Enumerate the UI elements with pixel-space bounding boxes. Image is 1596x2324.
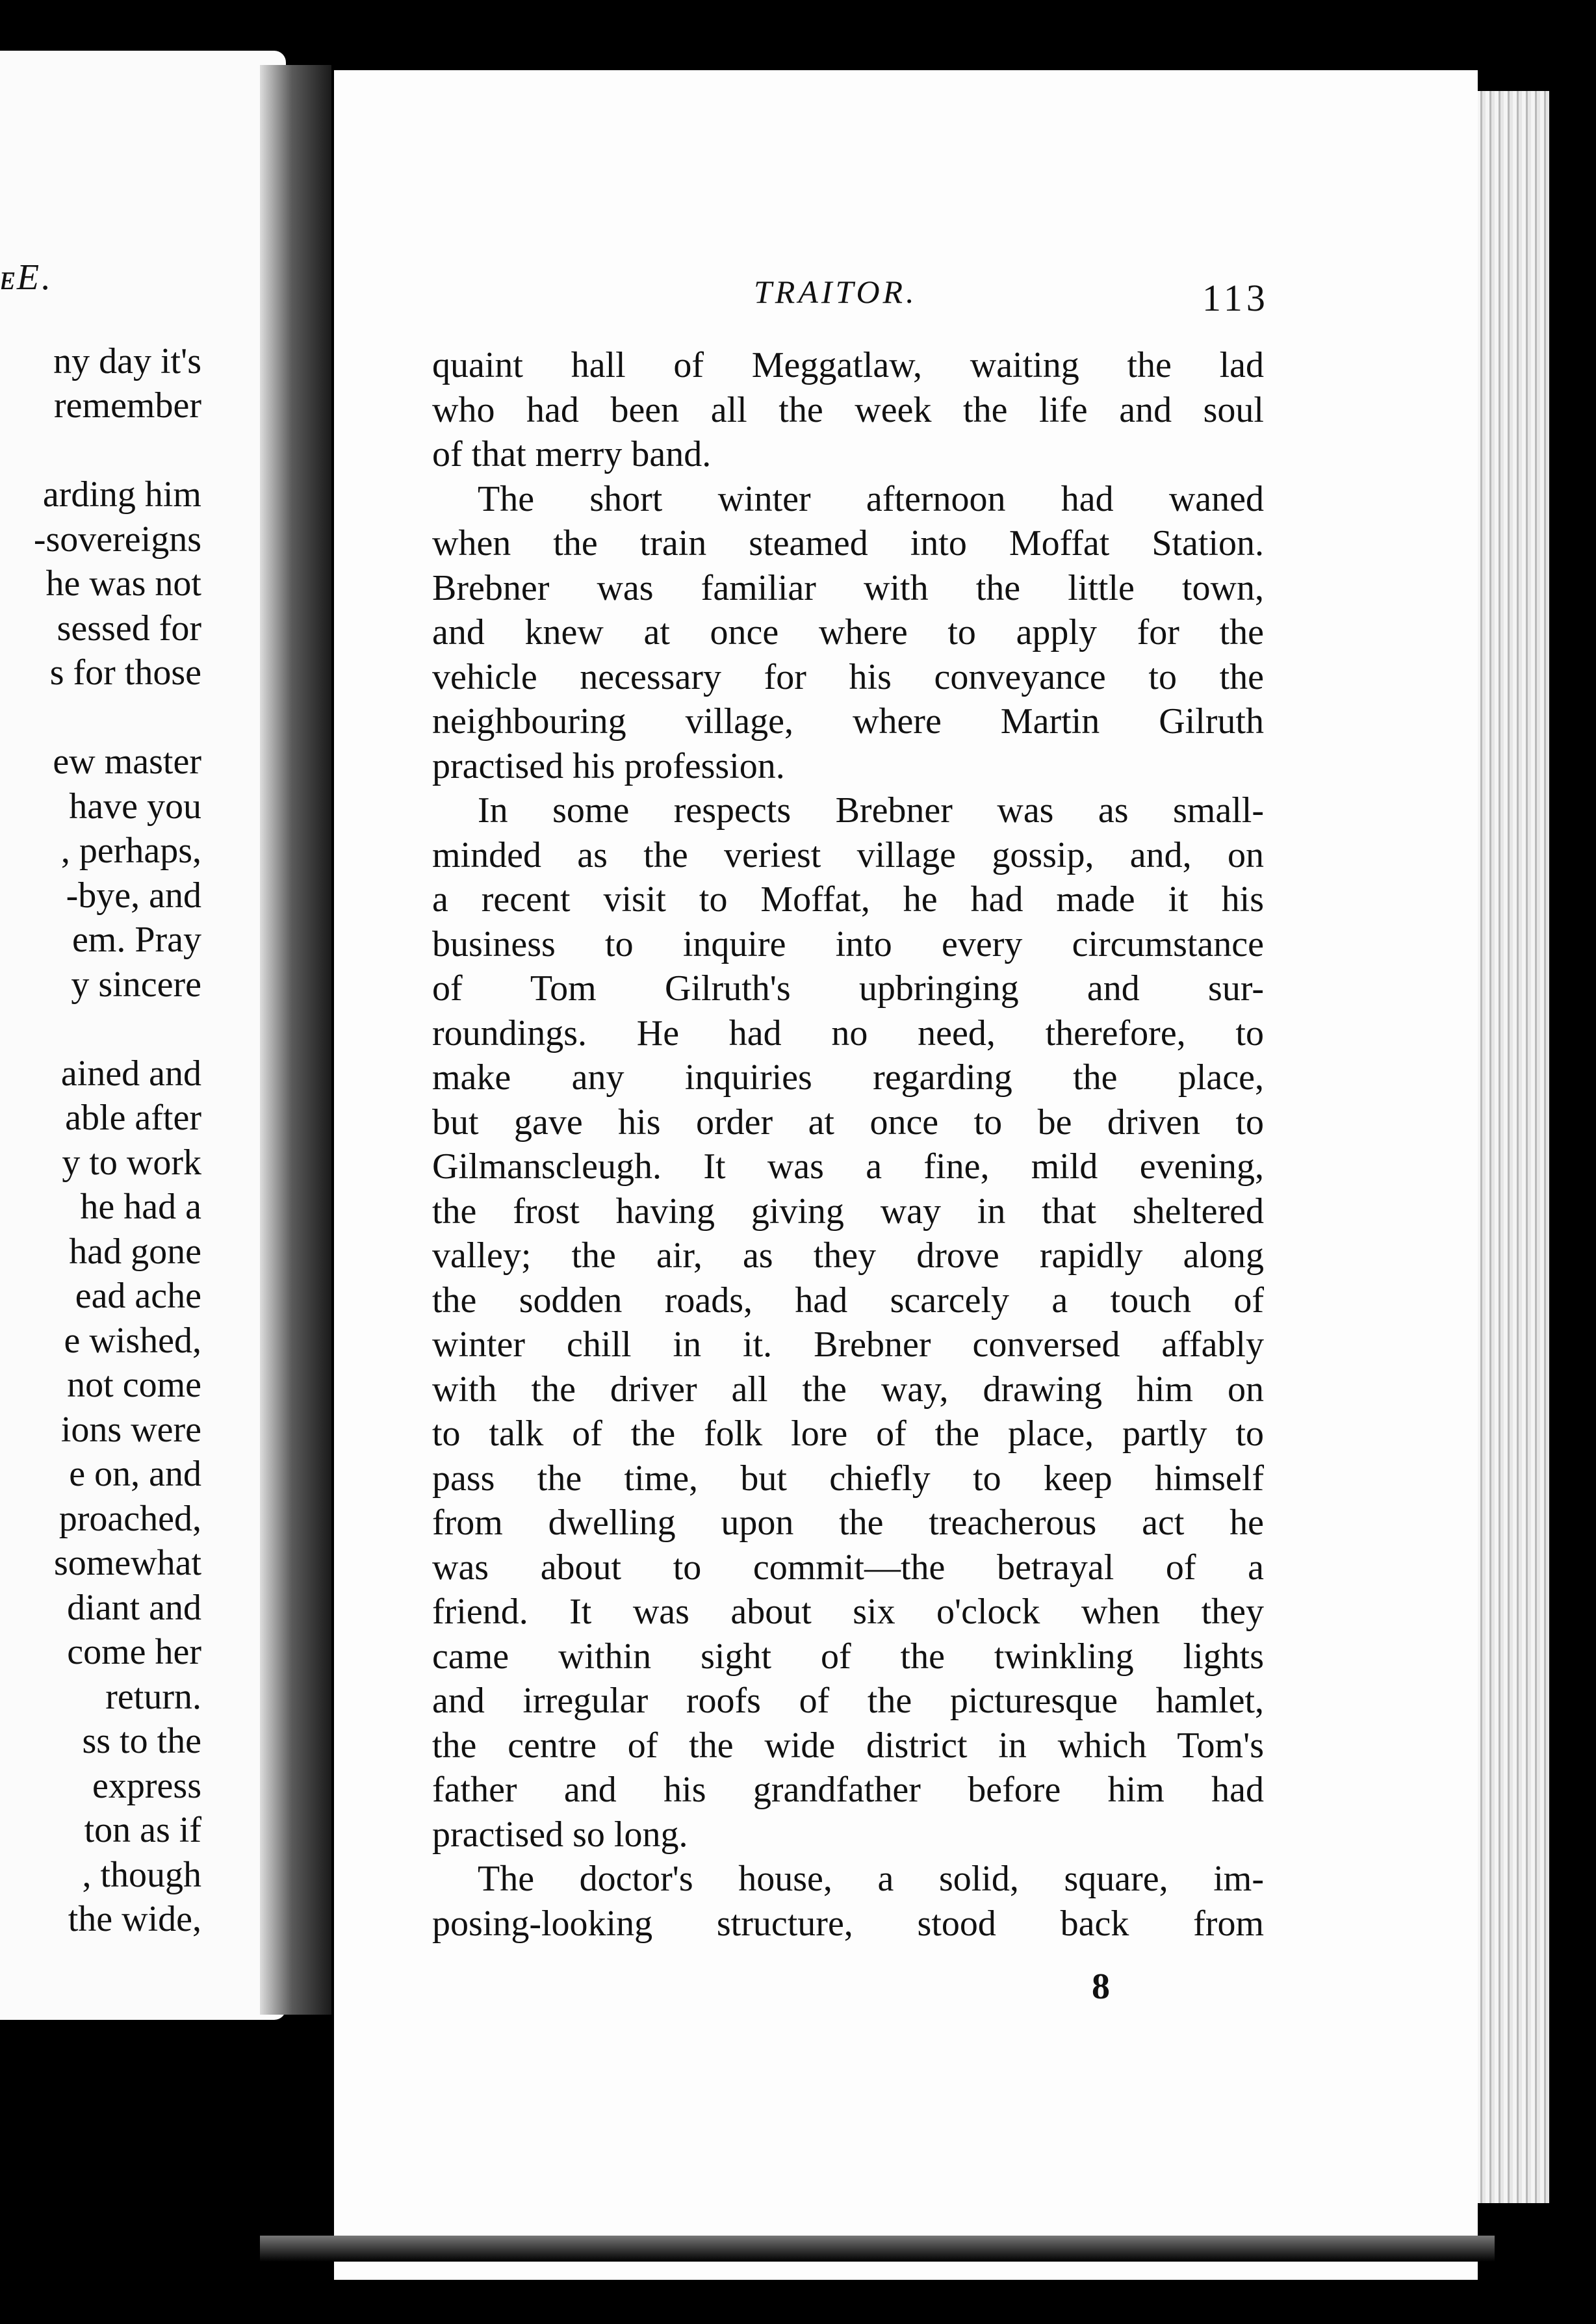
text-line: the sodden roads, had scarcely a touch of [432, 1280, 1264, 1321]
left-page-line: somewhat [53, 1543, 201, 1584]
text-line: minded as the veriest village gossip, and, on [432, 834, 1264, 875]
left-page-line: s for those [49, 652, 201, 693]
book-gutter [260, 65, 331, 2015]
text-line: from dwelling upon the treacherous act he [432, 1503, 1264, 1543]
left-page-line: had gone [69, 1231, 201, 1272]
left-page-line: he was not [45, 563, 201, 604]
left-page-line: em. Pray [71, 920, 201, 961]
left-page-line: ss to the [82, 1721, 201, 1762]
text-line: was about to commit—the betrayal of a [432, 1547, 1264, 1588]
left-page-line: remember [54, 385, 201, 426]
text-line: winter chill in it. Brebner conversed affably [432, 1324, 1264, 1365]
left-page-line: e on, and [69, 1454, 201, 1495]
text-line: business to inquire into every circumstance [432, 923, 1264, 964]
text-line: came within sight of the twinkling lights [432, 1636, 1264, 1677]
book-shadow [260, 2236, 1495, 2262]
left-page-line: the wide, [68, 1899, 201, 1940]
left-page-line: come her [67, 1632, 201, 1673]
text-line: make any inquiries regarding the place, [432, 1057, 1264, 1098]
left-page-line: y sincere [71, 964, 201, 1005]
text-line: quaint hall of Meggatlaw, waiting the lad [432, 345, 1264, 385]
text-line: pass the time, but chiefly to keep himself [432, 1458, 1264, 1499]
text-line: when the train steamed into Moffat Station. [432, 523, 1264, 563]
text-line: The short winter afternoon had waned [478, 478, 1264, 519]
left-page-line: have you [69, 786, 201, 827]
text-line: neighbouring village, where Martin Gilruth [432, 701, 1264, 742]
text-line: the centre of the wide district in which Tom's [432, 1725, 1264, 1766]
text-line: valley; the air, as they drove rapidly along [432, 1235, 1264, 1276]
left-page-line: ton as if [84, 1810, 201, 1851]
text-line: to talk of the folk lore of the place, partly to [432, 1414, 1264, 1454]
text-line: of that merry band. [432, 434, 712, 474]
text-line: father and his grandfather before him had [432, 1770, 1264, 1810]
text-line: the frost having giving way in that sheltered [432, 1191, 1264, 1232]
text-line: of Tom Gilruth's upbringing and sur- [432, 968, 1264, 1009]
text-line: Gilmanscleugh. It was a fine, mild evening, [432, 1146, 1264, 1187]
left-page-line: proached, [58, 1498, 201, 1539]
text-line: The doctor's house, a solid, square, im- [478, 1859, 1264, 1899]
left-page-line: return. [105, 1676, 201, 1717]
text-line: and knew at once where to apply for the [432, 612, 1264, 652]
left-page-line: not come [67, 1365, 201, 1406]
left-page-line: able after [65, 1098, 201, 1139]
page-number: 113 [1202, 277, 1269, 319]
text-line: but gave his order at once to be driven to [432, 1102, 1264, 1143]
left-page-line: -sovereigns [33, 519, 201, 560]
text-line: Brebner was familiar with the little town, [432, 567, 1264, 608]
left-page-line: ions were [60, 1409, 201, 1450]
text-line: with the driver all the way, drawing him on [432, 1369, 1264, 1410]
left-page-text [0, 51, 286, 2020]
text-line: posing-looking structure, stood back from [432, 1903, 1264, 1944]
text-line: roundings. He had no need, therefore, to [432, 1013, 1264, 1053]
left-page [0, 51, 286, 2020]
text-line: who had been all the week the life and soul [432, 389, 1264, 430]
left-page-line: express [92, 1765, 201, 1806]
text-line: vehicle necessary for his conveyance to the [432, 656, 1264, 697]
body-text [432, 343, 1264, 1946]
left-page-line: -bye, and [66, 875, 201, 916]
left-page-line: sessed for [57, 608, 201, 649]
left-page-line: ead ache [75, 1276, 201, 1317]
running-head: TRAITOR. [754, 274, 918, 310]
left-page-line: y to work [62, 1142, 201, 1183]
text-line: practised so long. [432, 1814, 688, 1855]
text-line: friend. It was about six o'clock when they [432, 1592, 1264, 1632]
left-page-line: , perhaps, [60, 831, 201, 872]
left-page-line: arding him [42, 474, 201, 515]
left-page-line: ny day it's [53, 341, 201, 381]
text-line: a recent visit to Moffat, he had made it his [432, 879, 1264, 920]
left-page-line: ained and [60, 1053, 201, 1094]
left-page-line: ew master [53, 742, 201, 782]
left-running-head: ᴇE. [0, 257, 54, 298]
text-line: In some respects Brebner was as small- [478, 790, 1264, 831]
left-page-line: he had a [80, 1187, 201, 1228]
left-page-line: diant and [67, 1587, 201, 1628]
signature-mark: 8 [1092, 1967, 1110, 2007]
text-line: practised his profession. [432, 745, 785, 786]
left-page-line: , though [82, 1854, 201, 1895]
left-page-line: e wished, [64, 1320, 201, 1361]
text-line: and irregular roofs of the picturesque hamlet, [432, 1681, 1264, 1721]
